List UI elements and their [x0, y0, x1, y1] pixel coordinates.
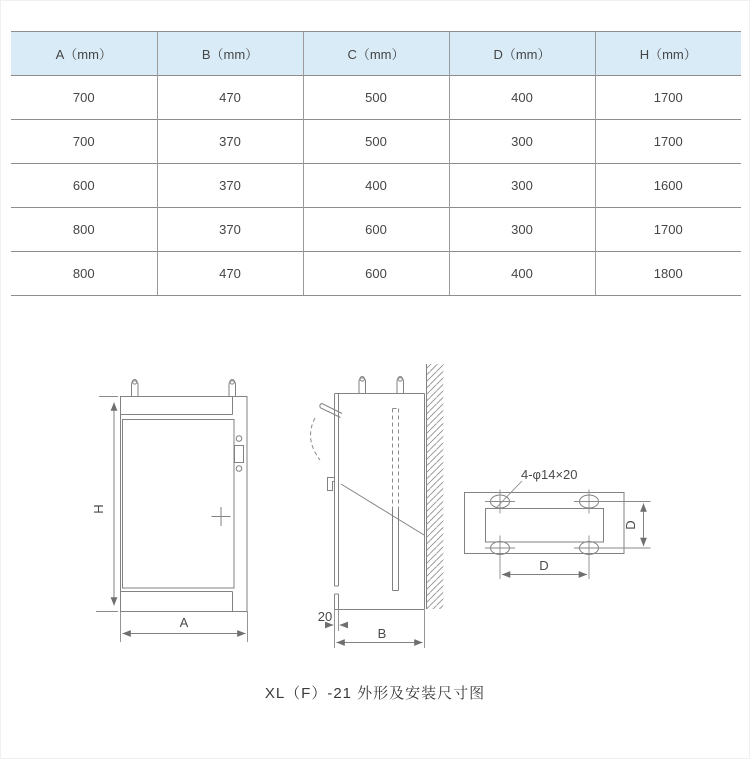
- dimension-a-label: A: [179, 615, 189, 630]
- hole-callout-label: 4-φ14×20: [521, 467, 578, 482]
- cabinet-side-outline: [335, 394, 425, 610]
- table-cell: 600: [11, 164, 157, 208]
- table-cell: 470: [157, 76, 303, 120]
- table-cell: 300: [449, 208, 595, 252]
- latch-hook: [328, 478, 335, 491]
- figure-caption: XL（F）-21 外形及安装尺寸图: [264, 685, 486, 702]
- table-cell: 1800: [595, 252, 741, 296]
- dimension-d-horizontal: [502, 558, 587, 575]
- table-cell: 800: [11, 252, 157, 296]
- mounting-view-drawing: [456, 456, 671, 591]
- lifting-eye-icon: [132, 380, 236, 397]
- dimension-b-label: B: [377, 626, 387, 641]
- table-header-cell: H（mm）: [595, 32, 741, 76]
- table-cell: 370: [157, 208, 303, 252]
- table-cell: 1700: [595, 76, 741, 120]
- side-view-drawing: [296, 361, 461, 653]
- door-swing-arc: [311, 418, 320, 460]
- table-row: [11, 208, 741, 252]
- table-row: [11, 120, 741, 164]
- table-cell: 500: [303, 120, 449, 164]
- mounting-rail: [393, 409, 399, 591]
- mounting-plate-inner: [486, 509, 604, 543]
- dimension-b: [337, 610, 425, 649]
- dimension-d-horizontal-label: D: [539, 558, 549, 573]
- lifting-eye-icon: [359, 377, 404, 394]
- front-view-drawing: [81, 369, 281, 651]
- table-header-cell: D（mm）: [449, 32, 595, 76]
- table-cell: 1700: [595, 208, 741, 252]
- table-cell: 370: [157, 164, 303, 208]
- table-row: [11, 252, 741, 296]
- table-row: [11, 164, 741, 208]
- table-cell: 700: [11, 76, 157, 120]
- table-cell: 300: [449, 120, 595, 164]
- table-cell: 400: [449, 252, 595, 296]
- table-header-row: [11, 32, 741, 76]
- table-cell: 800: [11, 208, 157, 252]
- bottom-panel: [121, 592, 233, 612]
- table-cell: 400: [303, 164, 449, 208]
- hole-callout: [495, 467, 578, 509]
- table-header-cell: A（mm）: [11, 32, 157, 76]
- table-cell: 700: [11, 120, 157, 164]
- dimension-d-vertical: [623, 504, 644, 547]
- wall-hatching: [427, 364, 444, 609]
- table-row: [11, 76, 741, 120]
- dimension-h-label: H: [91, 504, 106, 514]
- door-handle-cross: [212, 507, 231, 526]
- door-flap: [311, 404, 342, 461]
- dimension-a: [121, 612, 248, 643]
- table-header-cell: C（mm）: [303, 32, 449, 76]
- top-panel: [121, 397, 233, 415]
- dimension-door-thickness-label: 20: [317, 609, 333, 624]
- table-cell: 300: [449, 164, 595, 208]
- mounting-holes: [485, 490, 651, 580]
- table-cell: 470: [157, 252, 303, 296]
- table-cell: 600: [303, 208, 449, 252]
- table-cell: 500: [303, 76, 449, 120]
- door-panel: [123, 420, 235, 589]
- dimension-h: [91, 397, 118, 612]
- table-cell: 1600: [595, 164, 741, 208]
- dimension-d-vertical-label: D: [623, 520, 638, 530]
- table-cell: 370: [157, 120, 303, 164]
- dimension-table: [11, 31, 741, 296]
- table-cell: 600: [303, 252, 449, 296]
- leader-line: [341, 484, 424, 535]
- table-cell: 400: [449, 76, 595, 120]
- cabinet-outline: [121, 397, 248, 612]
- table-header-cell: B（mm）: [157, 32, 303, 76]
- table-cell: 1700: [595, 120, 741, 164]
- door-lock: [235, 436, 244, 472]
